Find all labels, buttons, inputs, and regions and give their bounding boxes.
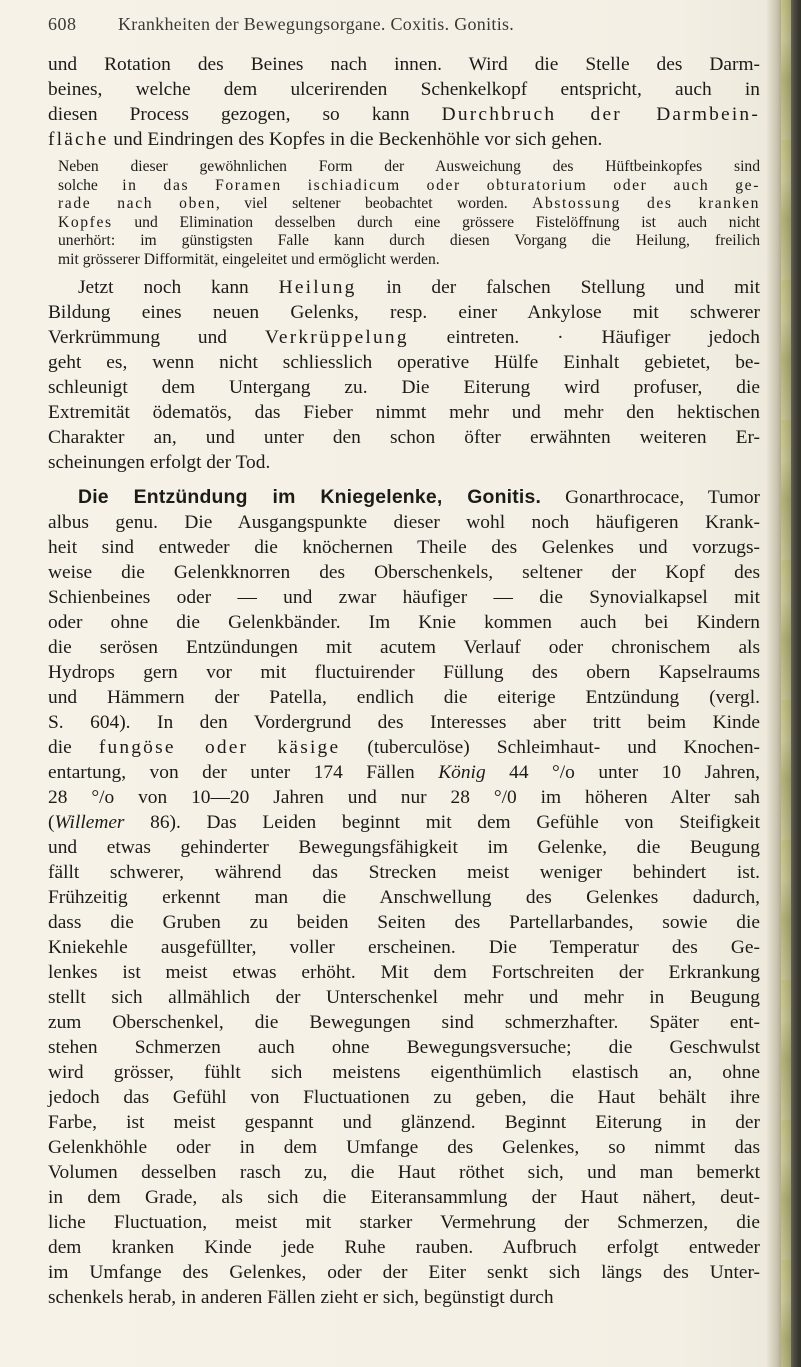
text-line: in dem Grade, als sich die Eiteransammlung der Haut nähert, deut-: [48, 1187, 760, 1208]
page-edge-strip: [781, 0, 791, 1367]
text-line: schleunigt dem Untergang zu. Die Eiterung wird profuser, die: [48, 377, 760, 398]
spaced-term-fungoese: fungöse oder käsige: [98, 737, 341, 758]
spaced-term-verkrueppelung: Verkrüppelung: [264, 327, 409, 348]
text-line: weise die Gelenkknorren des Oberschenkels, seltener der Kopf des: [48, 562, 760, 583]
text-segment: diesen Process gezogen, so kann: [48, 104, 442, 125]
text-line: beines, welche dem ulcerirenden Schenkelkopf entspricht, auch in: [48, 79, 760, 100]
text-segment: (tuberculöse) Schleimhaut- und Knochen-: [340, 737, 760, 758]
text-line: unerhört: im günstigsten Falle kann durch diesen Vorgang die Heilung, freilich: [58, 232, 760, 249]
text-line: Kniekehle ausgefüllter, voller erscheinen. Die Temperatur des Ge-: [48, 937, 760, 958]
text-line: 28 °/o von 10—20 Jahren und nur 28 °/0 im höheren Alter sah: [48, 787, 760, 808]
text-line: dass die Gruben zu beiden Seiten des Partellarbandes, sowie die: [48, 912, 760, 933]
text-line: [48, 485, 760, 510]
cited-author-willemer: Willemer: [54, 812, 125, 833]
text-line: und etwas gehinderter Bewegungsfähigkeit im Gelenke, die Beugung: [48, 837, 760, 858]
text-line: albus genu. Die Ausgangspunkte dieser wohl noch häufigeren Krank-: [48, 512, 760, 533]
small-print-note: [48, 158, 760, 269]
page-body: [48, 52, 760, 1310]
text-line: Schienbeines oder — und zwar häufiger — die Synovialkapsel mit: [48, 587, 760, 608]
text-line: und Rotation des Beines nach innen. Wird die Stelle des Darm-: [48, 54, 760, 75]
text-line: zum Oberschenkel, die Bewegungen sind schmerzhafter. Später ent-: [48, 1012, 760, 1033]
text-line: schenkels herab, in anderen Fällen zieht er sich, begünstigt durch: [48, 1287, 554, 1308]
text-line: oder ohne die Gelenkbänder. Im Knie kommen auch bei Kindern: [48, 612, 760, 633]
spaced-term-flaeche: fläche: [48, 129, 109, 150]
text-line: heit sind entweder die knöchernen Theile des Gelenkes und vorzugs-: [48, 537, 760, 558]
spaced-term-abstossung: Abstossung des kranken: [532, 195, 760, 212]
text-line: [48, 735, 760, 760]
spaced-term-kopfes: Kopfes: [58, 213, 113, 231]
text-segment: und Elimination desselben durch eine grössere Fistelöffnung ist auch nicht: [112, 213, 760, 231]
spaced-term-heilung: Heilung: [278, 277, 357, 298]
text-line: [48, 325, 760, 350]
paragraph-coxitis-end: [48, 52, 760, 152]
text-line: und Hämmern der Patella, endlich die eiterige Entzündung (vergl.: [48, 687, 760, 708]
text-line: Extremität ödematös, das Fieber nimmt mehr und mehr den hektischen: [48, 402, 760, 423]
text-segment: , viel seltener beobachtet worden.: [215, 195, 533, 212]
text-segment: (: [48, 812, 55, 833]
text-line: stellt sich allmählich der Unterschenkel mehr und mehr in Beugung: [48, 987, 760, 1008]
text-line: [48, 760, 760, 785]
text-segment: Verkrümmung und: [48, 327, 265, 348]
text-line: mit grösserer Difformität, eingeleitet und ermöglicht werden.: [58, 250, 440, 268]
text-line: [48, 275, 760, 300]
text-line: Charakter an, und unter den schon öfter erwähnten weiteren Er-: [48, 427, 760, 448]
paragraph-heilung: [48, 275, 760, 475]
text-line: [48, 127, 760, 152]
text-line: lenkes ist meist etwas erhöht. Mit dem Fortschreiten der Erkrankung: [48, 962, 760, 983]
text-line: die serösen Entzündungen mit acutem Verlauf oder chronischem als: [48, 637, 760, 658]
spaced-term-nach-oben: rade nach oben: [58, 195, 216, 212]
text-line: dem kranken Kinde jede Ruhe rauben. Aufbruch erfolgt entweder: [48, 1237, 760, 1258]
spaced-term-foramen: in das Foramen ischiadicum oder obturatorium oder auch ge-: [122, 176, 760, 194]
page-number: 608: [48, 14, 77, 34]
section-heading-gonitis: Die Entzündung im Kniegelenke, Gonitis.: [78, 486, 542, 508]
text-segment: und Eindringen des Kopfes in die Beckenhöhle vor sich gehen.: [108, 129, 603, 150]
text-line: stehen Schmerzen auch ohne Bewegungsversuche; die Geschwulst: [48, 1037, 760, 1058]
paragraph-gonitis: [48, 485, 760, 1310]
text-line: Gelenkhöhle oder in dem Umfange des Gelenkes, so nimmt das: [48, 1137, 760, 1158]
text-line: Farbe, ist meist gespannt und glänzend. Beginnt Eiterung in der: [48, 1112, 760, 1133]
text-line: fällt schwerer, während das Strecken meist weniger behindert ist.: [48, 862, 760, 883]
text-line: S. 604). In den Vordergrund des Interesses aber tritt beim Kinde: [48, 712, 760, 733]
text-line: Bildung eines neuen Gelenks, resp. einer Ankylose mit schwerer: [48, 302, 760, 323]
text-line: liche Fluctuation, meist mit starker Vermehrung der Schmerzen, die: [48, 1212, 760, 1233]
text-line: wird grösser, fühlt sich meistens eigenthümlich elastisch an, ohne: [48, 1062, 760, 1083]
text-line: geht es, wenn nicht schliesslich operative Hülfe Einhalt gebietet, be-: [48, 352, 760, 373]
text-line: [58, 214, 760, 233]
text-line: [48, 810, 760, 835]
text-segment: 44 °/o unter 10 Jahren,: [485, 762, 760, 783]
text-segment: Jetzt noch kann: [78, 277, 279, 298]
text-line: Volumen desselben rasch zu, die Haut röthet sich, und man bemerkt: [48, 1162, 760, 1183]
text-line: [48, 102, 760, 127]
text-segment: 86). Das Leiden beginnt mit dem Gefühle von Steifigkeit: [124, 812, 760, 833]
spaced-term-durchbruch: Durchbruch der Darmbein-: [441, 104, 760, 125]
text-segment: die: [48, 737, 99, 758]
running-header: [48, 14, 748, 40]
text-segment: entartung, von der unter 174 Fällen: [48, 762, 439, 783]
text-line: jedoch das Gefühl von Fluctuationen zu geben, die Haut behält ihre: [48, 1087, 760, 1108]
text-segment: Gonarthrocace, Tumor: [541, 487, 760, 508]
text-segment: in der falschen Stellung und mit: [356, 277, 760, 298]
text-line: Neben dieser gewöhnlichen Form der Ausweichung des Hüftbeinkopfes sind: [58, 158, 760, 175]
text-line: scheinungen erfolgt der Tod.: [48, 452, 271, 473]
text-line: Frühzeitig erkennt man die Anschwellung des Gelenkes dadurch,: [48, 887, 760, 908]
text-line: [58, 177, 760, 196]
running-title: Krankheiten der Bewegungsorgane. Coxitis. Gonitis.: [118, 14, 515, 34]
text-segment: eintreten. · Häufiger jedoch: [408, 327, 760, 348]
text-line: im Umfange des Gelenkes, oder der Eiter senkt sich längs des Unter-: [48, 1262, 760, 1283]
cited-author-koenig: König: [438, 762, 486, 783]
text-segment: solche: [58, 176, 123, 194]
text-line: [58, 195, 760, 214]
text-line: Hydrops gern vor mit fluctuirender Füllung des obern Kapselraums: [48, 662, 760, 683]
